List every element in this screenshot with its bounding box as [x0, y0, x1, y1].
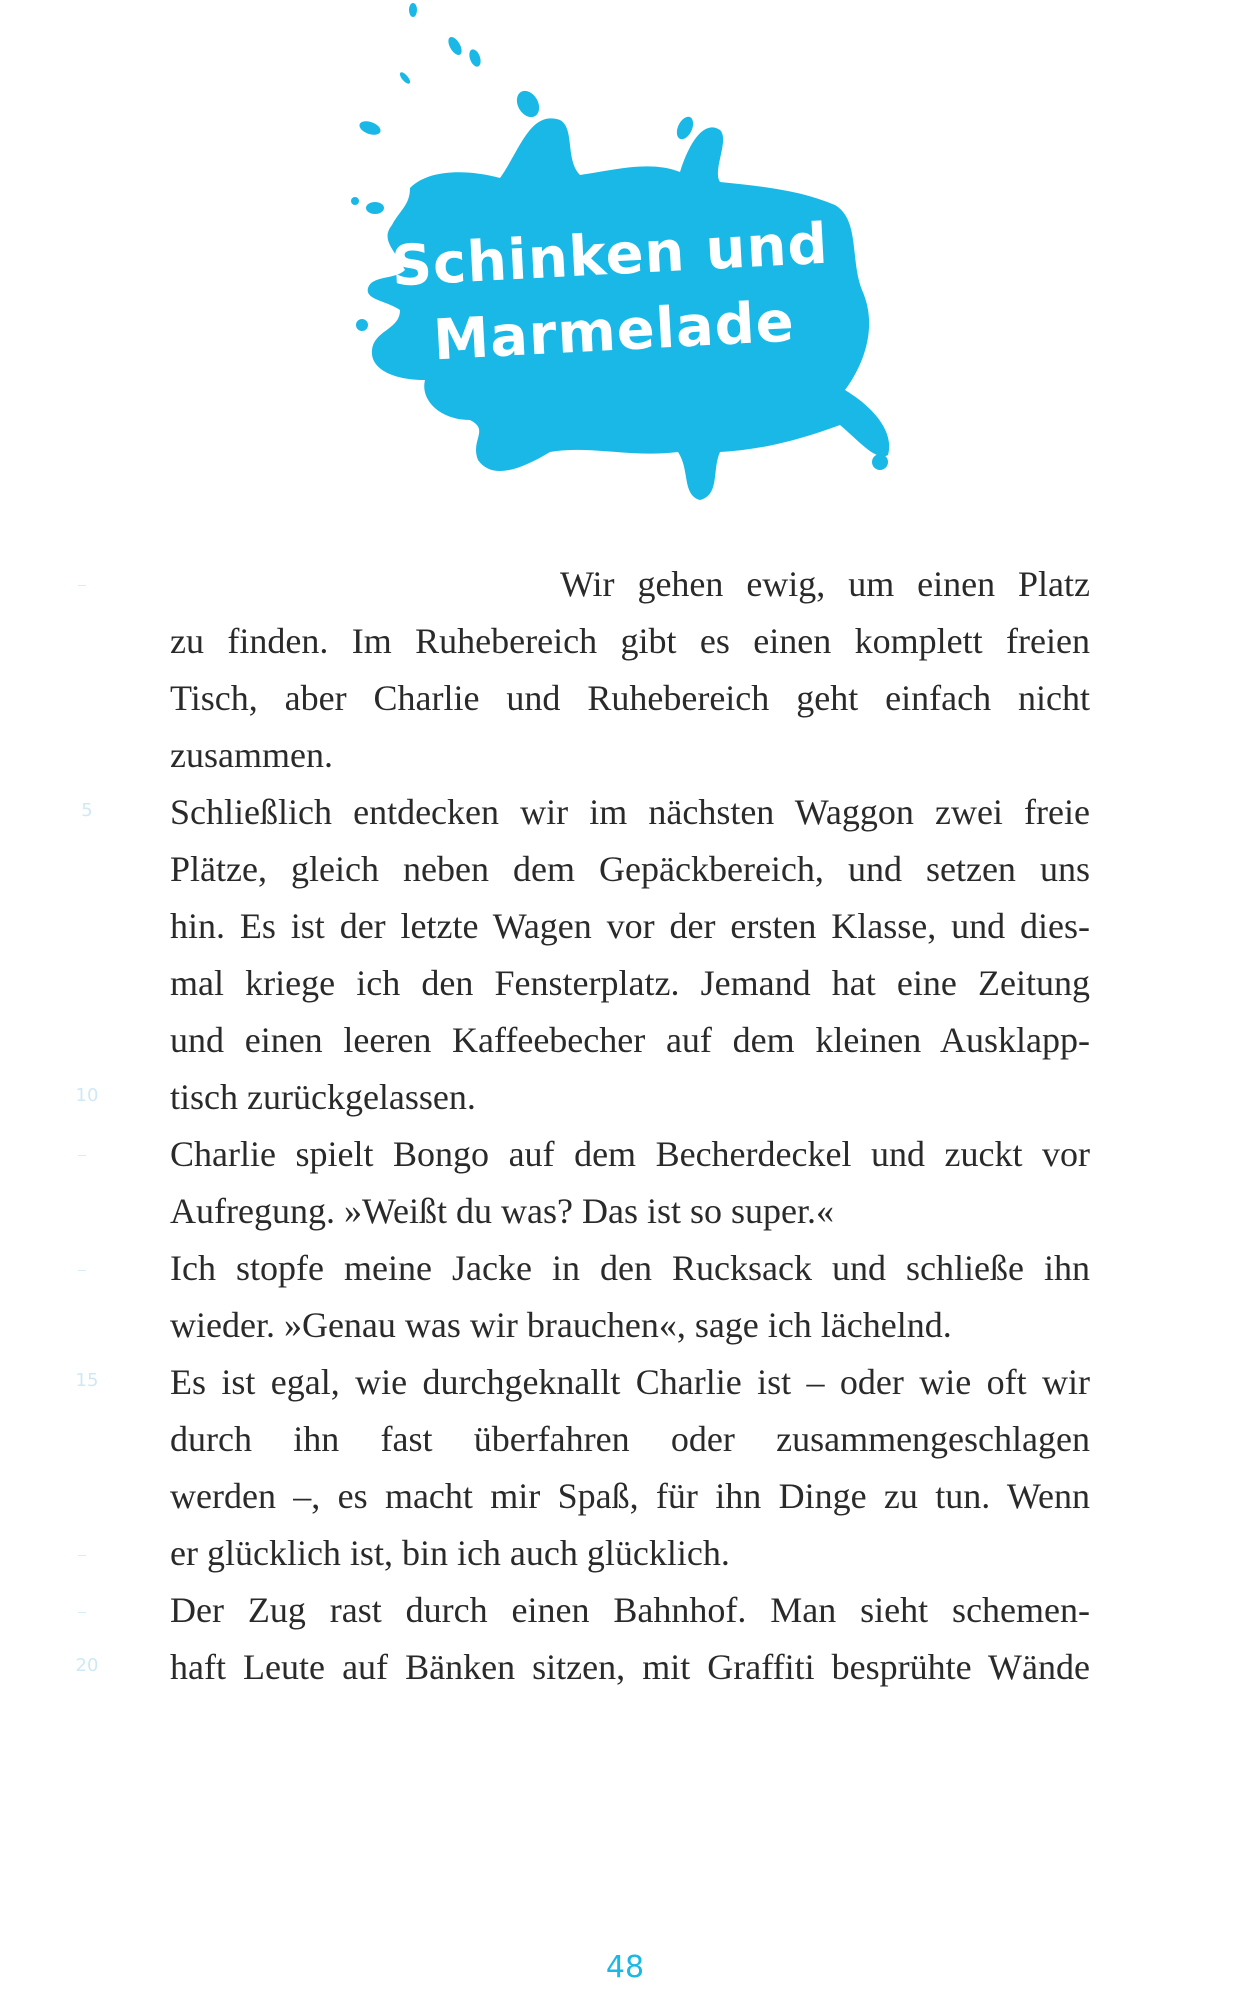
text-line: wieder. »Genau was wir brauchen«, sage ich lächelnd. [170, 1305, 952, 1345]
text-line: hin. Es ist der letzte Wagen vor der ersten Klasse, und dies- [170, 906, 1090, 946]
line-number-15: 15 [75, 1370, 99, 1391]
margin-tick [78, 585, 86, 586]
text-line: zusammen. [170, 735, 333, 775]
text-line: Schließlich entdecken wir im nächsten Waggon zwei freie [170, 792, 1090, 832]
line-number-20: 20 [75, 1655, 99, 1676]
margin-tick [78, 1555, 86, 1556]
body-text [170, 556, 1090, 1696]
text-line: Der Zug rast durch einen Bahnhof. Man sieht schemen- [170, 1590, 1090, 1630]
line-number-5: 5 [81, 800, 93, 821]
text-line: Tisch, aber Charlie und Ruhebereich geht einfach nicht [170, 678, 1090, 718]
margin-tick [78, 1270, 86, 1271]
chapter-title [368, 206, 855, 383]
text-line: Ich stopfe meine Jacke in den Rucksack und schließe ihn [170, 1248, 1090, 1288]
line-number-10: 10 [75, 1085, 99, 1106]
text-line: tisch zurückgelassen. [170, 1077, 476, 1117]
text-line: Es ist egal, wie durchgeknallt Charlie ist – oder wie oft wir [170, 1362, 1090, 1402]
margin-tick [78, 1612, 86, 1613]
text-line: Plätze, gleich neben dem Gepäckbereich, und setzen uns [170, 849, 1090, 889]
text-line: durch ihn fast überfahren oder zusammengeschlagen [170, 1419, 1090, 1459]
page-number: 48 [605, 1950, 645, 1985]
text-line: haft Leute auf Bänken sitzen, mit Graffiti besprühte Wände [170, 1647, 1090, 1687]
text-line: Charlie spielt Bongo auf dem Becherdeckel und zuckt vor [170, 1134, 1090, 1174]
text-line: zu finden. Im Ruhebereich gibt es einen komplett freien [170, 621, 1090, 661]
text-line: werden –, es macht mir Spaß, für ihn Dinge zu tun. Wenn [170, 1476, 1090, 1516]
chapter-title-line-2: Marmelade [431, 289, 797, 374]
chapter-title-line-1: Schinken und [389, 211, 831, 300]
text-line: er glücklich ist, bin ich auch glücklich. [170, 1533, 730, 1573]
text-line: Aufregung. »Weißt du was? Das ist so super.« [170, 1191, 834, 1231]
text-line: Wir gehen ewig, um einen Platz [560, 564, 1090, 604]
text-line: mal kriege ich den Fensterplatz. Jemand hat eine Zeitung [170, 963, 1090, 1003]
margin-tick [78, 1155, 86, 1156]
text-line: und einen leeren Kaffeebecher auf dem kleinen Ausklapp- [170, 1020, 1090, 1060]
